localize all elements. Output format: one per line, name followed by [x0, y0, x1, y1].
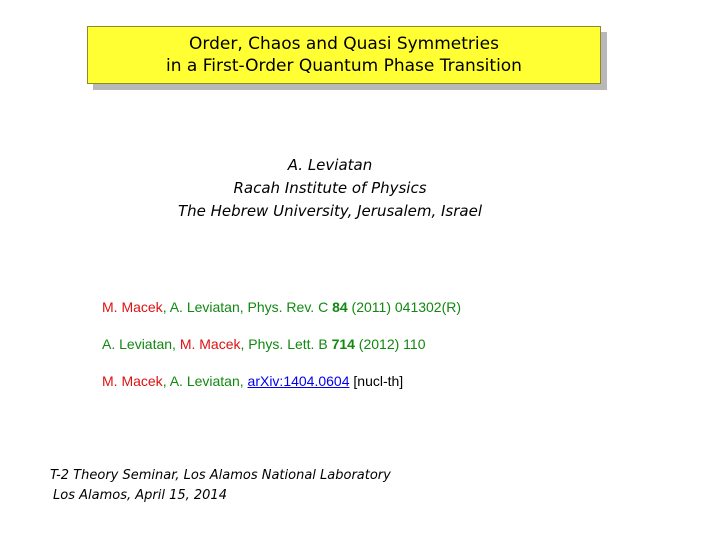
ref3-rest: [nucl-th]: [349, 373, 404, 389]
ref1-author-macek: M. Macek: [102, 299, 163, 315]
reference-3: [102, 372, 461, 390]
ref2-volume: 714: [331, 336, 355, 352]
reference-1: [102, 298, 461, 316]
author-university: The Hebrew University, Jerusalem, Israel: [177, 202, 483, 220]
author-institute: Racah Institute of Physics: [233, 179, 427, 197]
title-line-2: in a First-Order Quantum Phase Transition: [166, 56, 522, 76]
arxiv-link[interactable]: arXiv:1404.0604: [247, 373, 350, 389]
author-name: A. Leviatan: [287, 156, 373, 174]
references-list: [102, 298, 461, 409]
author-block: [0, 154, 660, 223]
reference-2: [102, 335, 461, 353]
ref3-sep: ,: [162, 373, 170, 389]
title-line-1: Order, Chaos and Quasi Symmetries: [189, 34, 499, 54]
ref2-author-leviatan: A. Leviatan,: [102, 336, 180, 352]
ref1-sep: ,: [162, 299, 170, 315]
ref3-author-leviatan: A. Leviatan,: [169, 373, 248, 389]
title-box: [87, 26, 601, 84]
ref2-journal: Phys. Lett. B: [248, 336, 332, 352]
ref3-author-macek: M. Macek: [102, 373, 163, 389]
ref2-rest: (2012) 110: [354, 336, 426, 352]
footer: [50, 466, 391, 506]
ref1-author-journal: A. Leviatan, Phys. Rev. C: [169, 299, 333, 315]
footer-seminar: T-2 Theory Seminar, Los Alamos National Laboratory: [50, 468, 391, 483]
ref2-author-macek: M. Macek: [179, 336, 241, 352]
ref1-rest: (2011) 041302(R): [347, 299, 462, 315]
ref2-sep: ,: [240, 336, 249, 352]
ref1-volume: 84: [332, 299, 348, 315]
footer-date: Los Alamos, April 15, 2014: [53, 488, 227, 503]
